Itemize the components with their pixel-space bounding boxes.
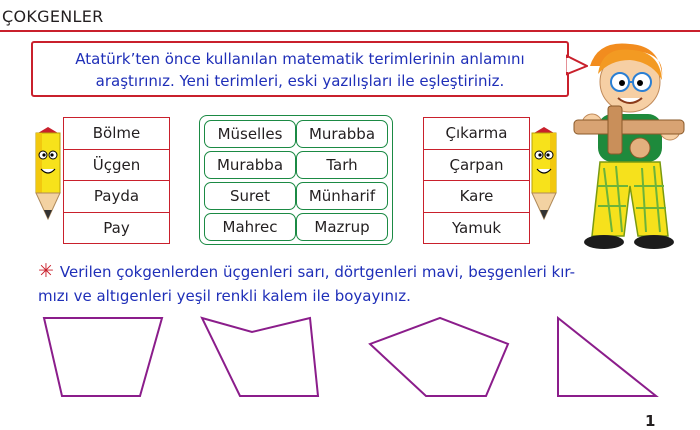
instruction-box (31, 41, 569, 97)
task2-line-1: Verilen çokgenlerden üçgenleri sarı, dörtgenleri mavi, beşgenleri kır- (59, 263, 576, 281)
coloring-instruction (38, 259, 678, 308)
term-cell: Çıkarma (424, 118, 530, 150)
new-terms-right-table (423, 117, 530, 244)
new-terms-left-table (63, 117, 170, 244)
term-cell: Üçgen (64, 149, 170, 181)
old-term-pill: Suret (204, 182, 296, 210)
task2-line-2: mızı ve altıgenleri yeşil renkli kalem ile boyayınız. (38, 287, 411, 305)
asterisk-icon: ✳ (38, 260, 54, 282)
term-cell: Kare (424, 181, 530, 213)
page-title: ÇOKGENLER (2, 7, 104, 26)
left-pencil-character-icon (28, 127, 68, 223)
boy-with-airplane-illustration (568, 36, 698, 254)
term-cell: Yamuk (424, 212, 530, 244)
page-number: 1 (645, 412, 656, 430)
old-term-pill: Murabba (204, 151, 296, 179)
old-terms-panel (199, 115, 393, 245)
quadrilateral-shape (200, 316, 325, 400)
term-cell: Çarpan (424, 149, 530, 181)
old-term-pill: Münharif (296, 182, 388, 210)
trapezoid-shape (40, 316, 165, 400)
triangle-shape (556, 316, 661, 400)
header-rule (0, 30, 700, 32)
old-term-pill: Tarh (296, 151, 388, 179)
right-pencil-character-icon (526, 127, 562, 223)
old-term-pill: Mahrec (204, 213, 296, 241)
old-term-pill: Mazrup (296, 213, 388, 241)
old-term-pill: Müselles (204, 120, 296, 148)
old-term-pill: Murabba (296, 120, 388, 148)
instruction-line-2: araştırınız. Yeni terimleri, eski yazılışları ile eşleştiriniz. (95, 72, 505, 90)
pentagon-shape (368, 316, 513, 400)
term-cell: Pay (64, 212, 170, 244)
term-cell: Bölme (64, 118, 170, 150)
term-cell: Payda (64, 181, 170, 213)
instruction-line-1: Atatürk’ten önce kullanılan matematik terimlerinin anlamını (75, 50, 525, 68)
